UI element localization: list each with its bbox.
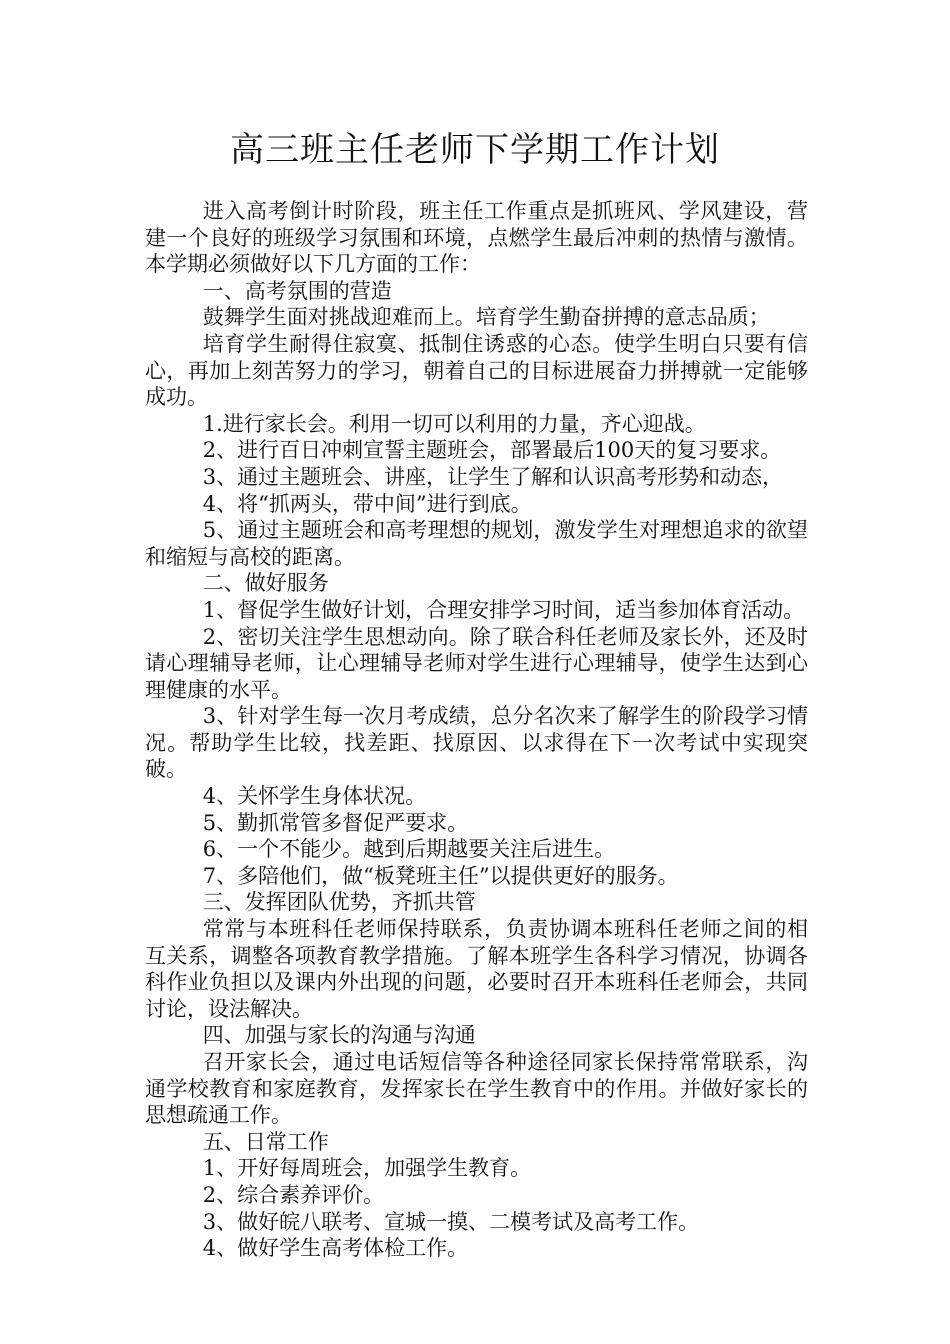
list-item: 3、针对学生每一次月考成绩，总分名次来了解学生的阶段学习情况。帮助学生比较，找差距、找原因、以求得在下一次考试中实现突破。 [145,704,808,782]
list-item: 5、勤抓常管多督促严要求。 [202,810,469,835]
list-item: 6、一个不能少。越到后期越要关注后进生。 [202,837,616,862]
document-body [145,198,808,1262]
list-item: 2、进行百日冲刺宣誓主题班会，部署最后100天的复习要求。 [202,438,782,463]
list-item: 1、开好每周班会，加强学生教育。 [202,1156,532,1181]
paragraph: 召开家长会，通过电话短信等各种途径同家长保持常常联系，沟通学校教育和家庭教育，发挥家长在学生教育中的作用。并做好家长的思想疏通工作。 [145,1050,808,1128]
list-item: 1.进行家长会。利用一切可以利用的力量，齐心迎战。 [202,411,706,436]
list-item: 2、综合素养评价。 [202,1182,385,1207]
paragraph: 培育学生耐得住寂寞、抵制住诱惑的心态。使学生明白只要有信心，再加上刻苦努力的学习，朝着自己的目标进展奋力拼搏就一定能够成功。 [145,331,808,410]
list-item: 2、密切关注学生思想动向。除了联合科任老师及家长外，还及时请心理辅导老师，让心理辅导老师对学生进行心理辅导，使学生达到心理健康的水平。 [145,624,808,702]
paragraph: 进入高考倒计时阶段，班主任工作重点是抓班风、学风建设，营建一个良好的班级学习氛围和环境，点燃学生最后冲刺的热情与激情。本学期必须做好以下几方面的工作： [145,199,808,277]
list-item: 5、通过主题班会和高考理想的规划，激发学生对理想追求的欲望和缩短与高校的距离。 [145,518,808,569]
section-heading: 一、高考氛围的营造 [202,278,392,303]
section-heading: 二、做好服务 [202,571,329,596]
paragraph: 常常与本班科任老师保持联系，负责协调本班科任老师之间的相互关系，调整各项教育教学措施。了解本班学生各科学习情况，协调各科作业负担以及课内外出现的问题，必要时召开本班科任老师会，共同讨论，设法解决。 [145,917,808,1021]
list-item: 4、做好学生高考体检工作。 [202,1236,469,1261]
section-heading: 三、发挥团队优势，齐抓共管 [202,890,476,915]
section-heading: 五、日常工作 [202,1129,329,1154]
list-item: 4、关怀学生身体状况。 [202,784,427,809]
list-item: 7、多陪他们，做“板凳班主任”以提供更好的服务。 [202,863,679,888]
list-item: 1、督促学生做好计划，合理安排学习时间，适当参加体育活动。 [202,597,805,622]
list-item: 3、通过主题班会、讲座，让学生了解和认识高考形势和动态， [202,464,784,489]
list-item: 4、将“抓两头，带中间”进行到底。 [202,491,532,516]
document-title: 高三班主任老师下学期工作计划 [230,130,720,170]
section-heading: 四、加强与家长的沟通与沟通 [202,1023,476,1048]
paragraph: 鼓舞学生面对挑战迎难而上。培育学生勤奋拼搏的意志品质； [202,305,770,330]
list-item: 3、做好皖八联考、宣城一摸、二模考试及高考工作。 [202,1209,700,1234]
